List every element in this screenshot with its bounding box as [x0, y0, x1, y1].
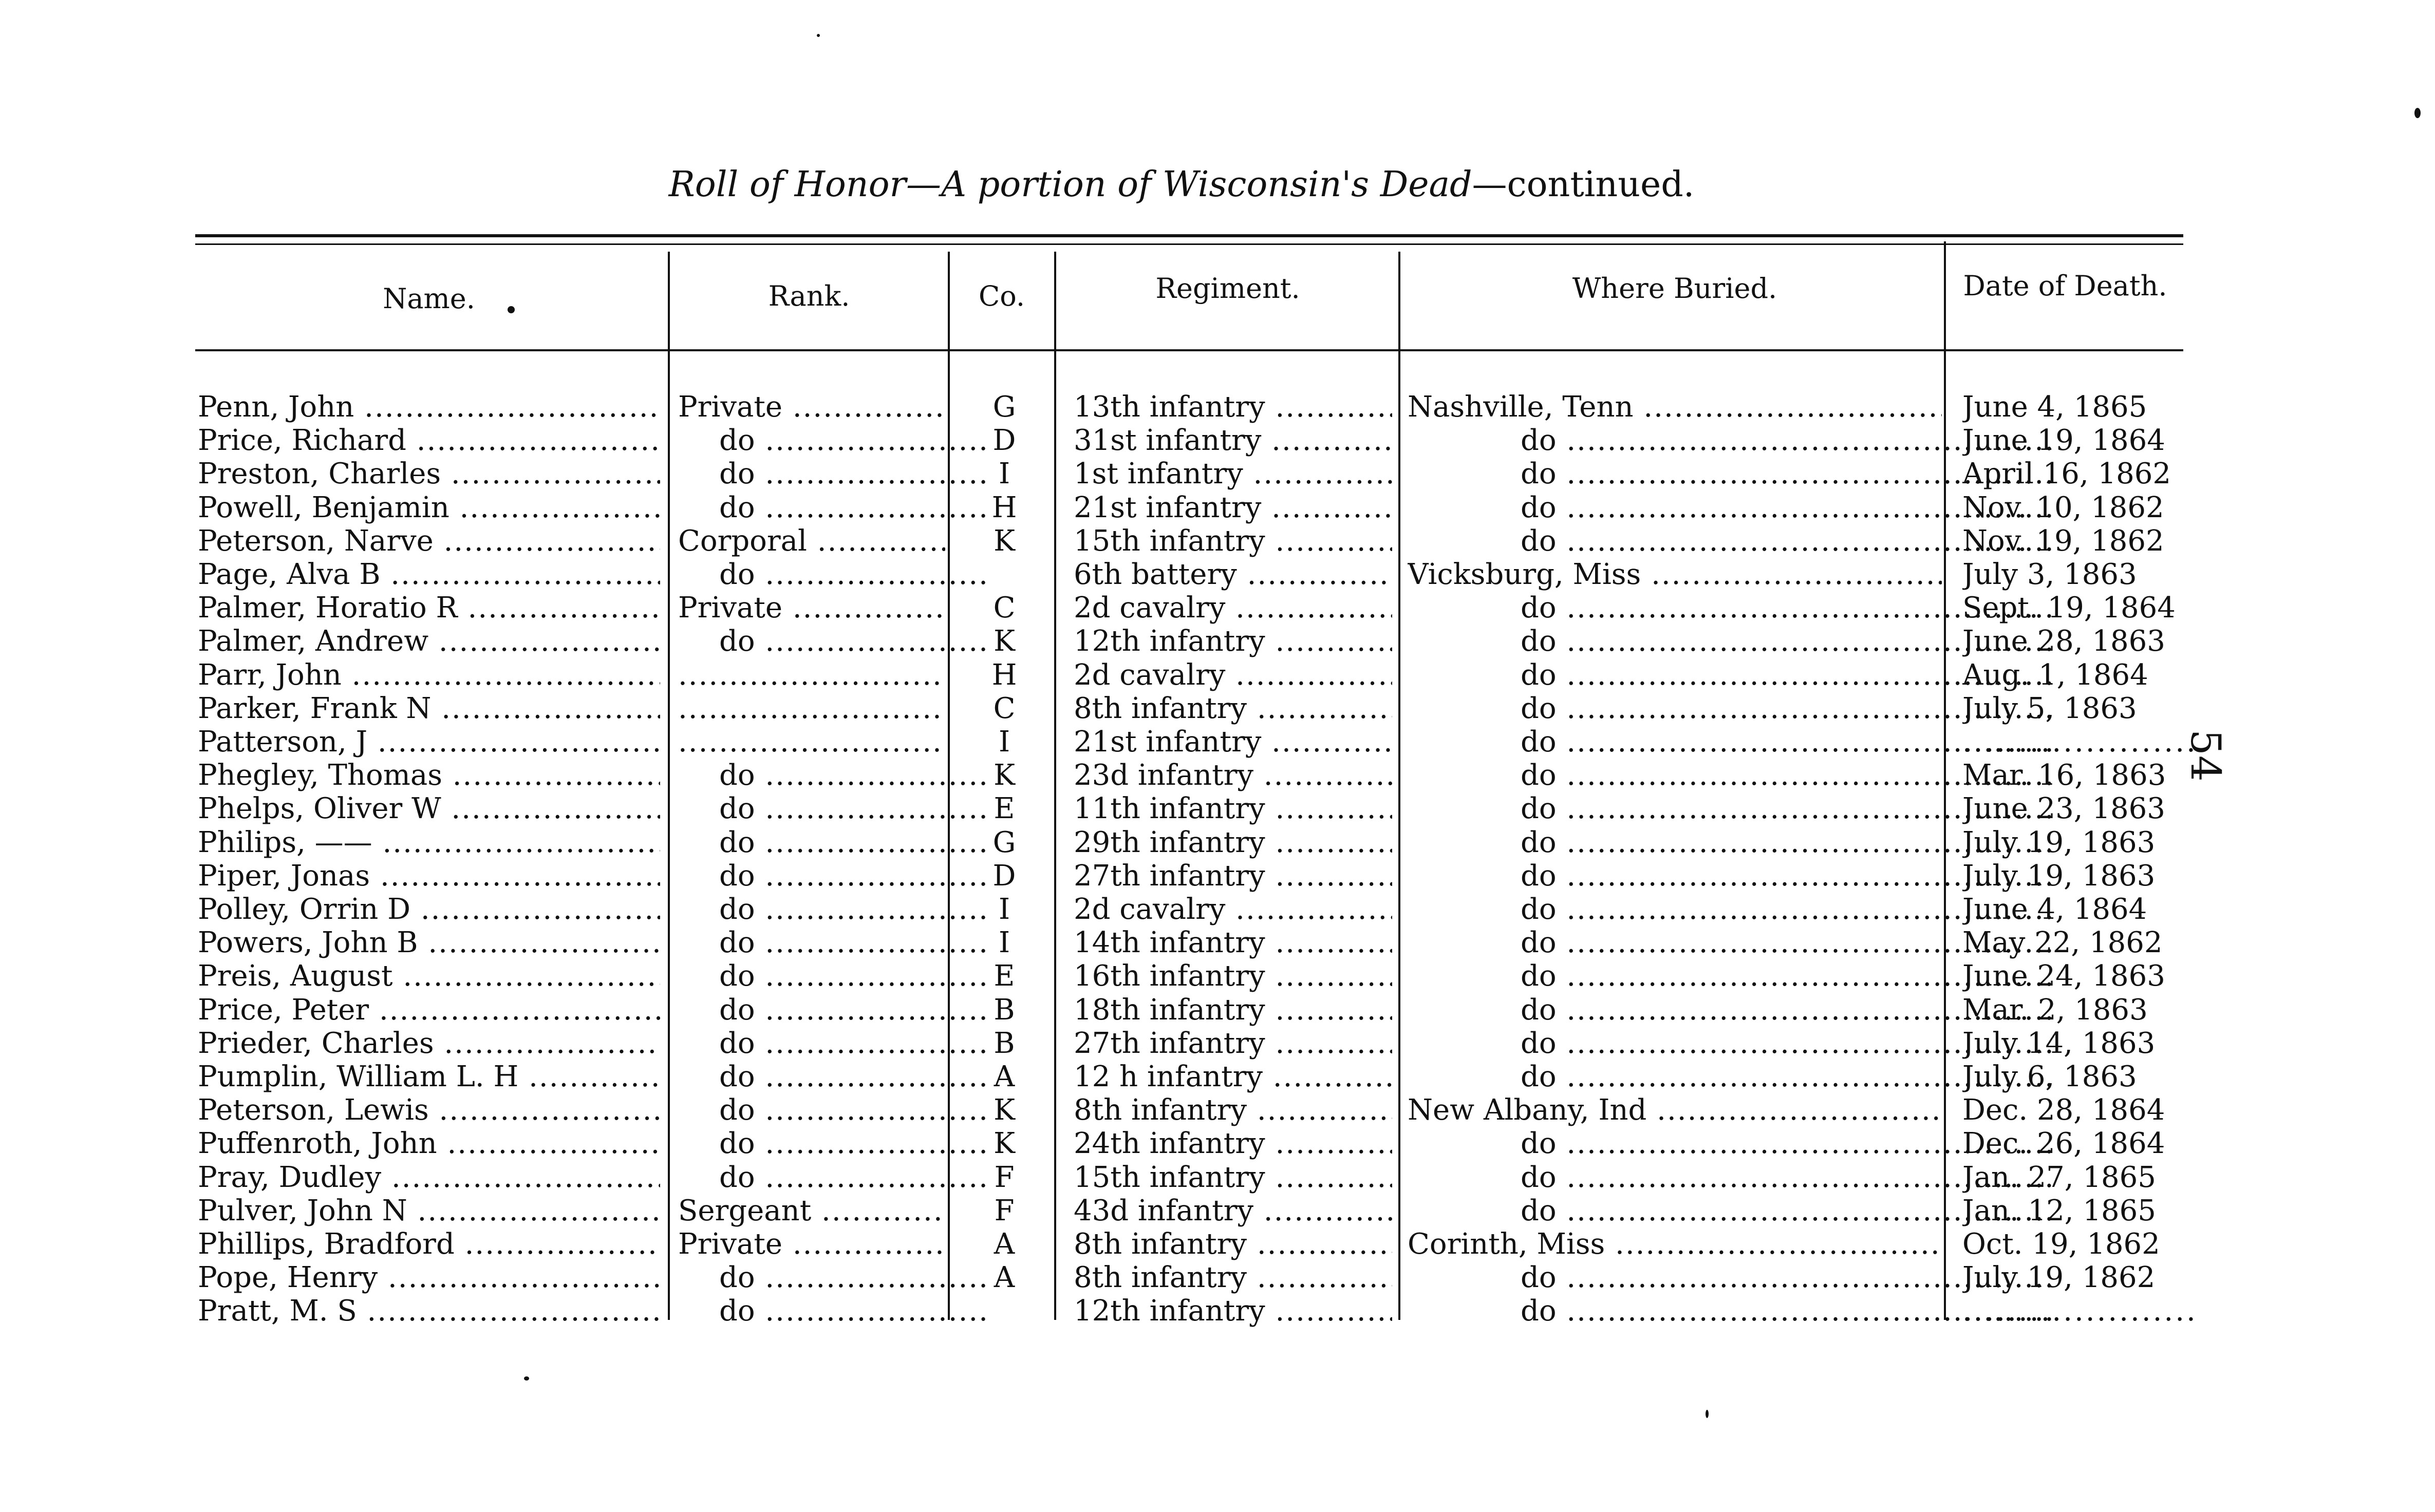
cell-date-of-death: April 16, 1862 [1962, 457, 2171, 490]
cell-name: Phillips, Bradford ..... [198, 1227, 660, 1261]
cell-name: Pumplin, William L. H ..... [198, 1060, 660, 1094]
cell-company: H [991, 491, 1017, 524]
cell-regiment: 11th infantry ..... [1069, 792, 1392, 826]
cell-where-buried: do ..... [1408, 1127, 2055, 1161]
header-co: Co. [978, 280, 1025, 312]
cell-name: Polley, Orrin D ..... [198, 893, 660, 927]
cell-company: I [998, 926, 1010, 959]
title-continued: —continued. [1472, 164, 1695, 205]
cell-where-buried: do ..... [1408, 625, 2055, 658]
cell-date-of-death: Jan. 12, 1865 [1962, 1194, 2156, 1227]
cell-name: Piper, Jonas ..... [198, 859, 660, 893]
cell-rank: do ..... [678, 826, 986, 860]
cell-rank: do ..... [678, 859, 986, 893]
table-row [0, 491, 2435, 525]
cell-regiment: 15th infantry ..... [1069, 524, 1392, 558]
cell-name: Peterson, Lewis ..... [198, 1093, 660, 1127]
cell-date-of-death: Nov. 19, 1862 [1962, 524, 2164, 558]
cell-name: Prieder, Charles ..... [198, 1027, 660, 1061]
cell-where-buried: do ..... [1408, 658, 2055, 692]
cell-where-buried: New Albany, Ind ..... [1408, 1093, 1942, 1127]
cell-company: K [994, 759, 1015, 792]
cell-date-of-death: July 19, 1863 [1962, 859, 2156, 893]
cell-name: Page, Alva B ..... [198, 558, 660, 592]
table-row [0, 826, 2435, 860]
cell-regiment: 15th infantry ..... [1069, 1161, 1392, 1195]
cell-rank: do ..... [678, 1261, 986, 1295]
cell-company: G [992, 390, 1016, 424]
table-row [0, 1093, 2435, 1127]
cell-rank: Private ..... [678, 591, 945, 625]
cell-regiment: 24th infantry ..... [1069, 1127, 1392, 1161]
ink-speck [524, 1376, 529, 1381]
table-row [0, 893, 2435, 927]
cell-date-of-death: July 14, 1863 [1962, 1027, 2156, 1060]
cell-company: G [992, 826, 1016, 859]
cell-regiment: 43d infantry ..... [1069, 1194, 1392, 1228]
header-date: Date of Death. [1963, 270, 2167, 302]
table-row [0, 692, 2435, 726]
cell-name: Preston, Charles ..... [198, 457, 660, 491]
table-row [0, 993, 2435, 1027]
cell-regiment: 21st infantry ..... [1069, 725, 1392, 759]
cell-rank [678, 658, 945, 692]
cell-company: K [994, 524, 1015, 558]
header-regiment: Regiment. [1155, 272, 1300, 305]
cell-company: D [992, 859, 1016, 893]
table-row [0, 859, 2435, 893]
table-row [0, 524, 2435, 558]
cell-company: B [994, 993, 1015, 1027]
cell-where-buried: Nashville, Tenn ..... [1408, 390, 1942, 424]
cell-rank: Private ..... [678, 1227, 945, 1261]
cell-rank: do ..... [678, 457, 986, 491]
cell-name: Phelps, Oliver W ..... [198, 792, 660, 826]
cell-regiment: 2d cavalry ..... [1069, 893, 1392, 927]
cell-rank: do ..... [678, 558, 986, 592]
cell-where-buried: Corinth, Miss ..... [1408, 1227, 1942, 1261]
cell-where-buried: do ..... [1408, 1161, 2055, 1195]
cell-where-buried: do ..... [1408, 792, 2055, 826]
cell-date-of-death: July 3, 1863 [1962, 558, 2137, 591]
cell-rank: do ..... [678, 959, 986, 993]
cell-company: B [994, 1027, 1015, 1060]
cell-regiment: 8th infantry ..... [1069, 1093, 1392, 1127]
cell-rank: do ..... [678, 1294, 986, 1328]
cell-where-buried: do ..... [1408, 993, 2055, 1027]
cell-where-buried: do ..... [1408, 826, 2055, 860]
cell-rank [678, 692, 945, 726]
cell-name: Parker, Frank N ..... [198, 692, 660, 726]
cell-company: C [993, 591, 1016, 625]
cell-regiment: 13th infantry ..... [1069, 390, 1392, 424]
cell-name: Peterson, Narve ..... [198, 524, 660, 558]
table-row [0, 792, 2435, 826]
cell-company: K [994, 1127, 1015, 1160]
page-title [647, 164, 1716, 205]
table-row [0, 1227, 2435, 1261]
cell-company: E [994, 792, 1015, 825]
cell-name: Penn, John ..... [198, 390, 660, 424]
cell-date-of-death: June 24, 1863 [1962, 959, 2165, 993]
cell-rank: do ..... [678, 1093, 986, 1127]
cell-where-buried: do ..... [1408, 491, 2055, 525]
header-where-buried: Where Buried. [1572, 272, 1777, 305]
cell-regiment: 23d infantry ..... [1069, 759, 1392, 792]
page-number: 54 [2182, 729, 2230, 782]
cell-date-of-death: Dec. 28, 1864 [1962, 1093, 2165, 1127]
cell-name: Preis, August ..... [198, 959, 660, 993]
table-row [0, 1127, 2435, 1161]
cell-date-of-death: June 19, 1864 [1962, 424, 2165, 457]
cell-company: I [998, 457, 1010, 490]
cell-where-buried: do ..... [1408, 1261, 2055, 1295]
cell-where-buried: do ..... [1408, 1060, 2055, 1094]
table-row [0, 759, 2435, 792]
cell-company: I [998, 893, 1010, 926]
table-row [0, 658, 2435, 692]
top-rule-thin [195, 243, 2183, 245]
cell-regiment: 27th infantry ..... [1069, 1027, 1392, 1061]
cell-date-of-death: Aug. 1, 1864 [1962, 658, 2148, 692]
cell-where-buried: do ..... [1408, 759, 2055, 792]
cell-company: A [994, 1227, 1015, 1261]
cell-where-buried: do ..... [1408, 725, 2055, 759]
cell-date-of-death: Mar. 2, 1863 [1962, 993, 2148, 1027]
cell-rank: do ..... [678, 926, 986, 960]
cell-where-buried: do ..... [1408, 457, 2055, 491]
ink-speck [2414, 108, 2421, 118]
cell-company: A [994, 1060, 1015, 1093]
cell-rank: do ..... [678, 1027, 986, 1061]
cell-date-of-death: June 28, 1863 [1962, 625, 2165, 658]
cell-regiment: 31st infantry ..... [1069, 424, 1392, 458]
title-italic: Roll of Honor—A portion of Wisconsin's Dead [668, 164, 1472, 205]
cell-rank: do ..... [678, 625, 986, 658]
cell-rank: do ..... [678, 491, 986, 525]
cell-regiment: 8th infantry ..... [1069, 692, 1392, 726]
table-row [0, 558, 2435, 592]
top-rule-thick [195, 234, 2183, 237]
cell-name: Price, Richard ..... [198, 424, 660, 458]
cell-company: K [994, 1093, 1015, 1127]
table-row [0, 1261, 2435, 1295]
header-rule [195, 349, 2183, 351]
cell-rank: Private ..... [678, 390, 945, 424]
ink-speck [508, 306, 515, 313]
cell-date-of-death: July 6, 1863 [1962, 1060, 2137, 1093]
cell-regiment: 18th infantry ..... [1069, 993, 1392, 1027]
table-row [0, 1060, 2435, 1094]
cell-name: Pope, Henry ..... [198, 1261, 660, 1295]
cell-date-of-death [1962, 725, 2199, 759]
table-row [0, 424, 2435, 458]
cell-company: C [993, 692, 1016, 725]
header-rank: Rank. [768, 280, 850, 312]
cell-where-buried: do ..... [1408, 424, 2055, 458]
table-row [0, 625, 2435, 658]
table-row [0, 1161, 2435, 1195]
cell-regiment: 14th infantry ..... [1069, 926, 1392, 960]
cell-regiment: 8th infantry ..... [1069, 1227, 1392, 1261]
cell-name: Powell, Benjamin ..... [198, 491, 660, 525]
cell-where-buried: do ..... [1408, 859, 2055, 893]
cell-where-buried: do ..... [1408, 1194, 2055, 1228]
cell-company: F [994, 1194, 1015, 1227]
cell-rank: do ..... [678, 759, 986, 792]
cell-date-of-death: June 4, 1865 [1962, 390, 2147, 424]
cell-rank: do ..... [678, 1161, 986, 1195]
cell-where-buried: do ..... [1408, 524, 2055, 558]
cell-name: Philips, —— ..... [198, 826, 660, 860]
cell-name: Palmer, Andrew ..... [198, 625, 660, 658]
cell-name: Palmer, Horatio R ..... [198, 591, 660, 625]
ink-speck [1706, 1410, 1709, 1418]
table-row [0, 390, 2435, 424]
cell-regiment: 2d cavalry ..... [1069, 658, 1392, 692]
cell-regiment: 27th infantry ..... [1069, 859, 1392, 893]
cell-name: Puffenroth, John ..... [198, 1127, 660, 1161]
cell-company [956, 558, 1053, 592]
header-name: Name. [383, 282, 475, 315]
table-row [0, 1194, 2435, 1228]
cell-date-of-death: July 19, 1863 [1962, 826, 2156, 859]
cell-company: I [998, 725, 1010, 759]
cell-where-buried: Vicksburg, Miss ..... [1408, 558, 1942, 592]
cell-company: K [994, 625, 1015, 658]
cell-date-of-death: May 22, 1862 [1962, 926, 2163, 959]
cell-date-of-death: June 4, 1864 [1962, 893, 2147, 926]
cell-where-buried: do ..... [1408, 692, 2055, 726]
cell-date-of-death: Oct. 19, 1862 [1962, 1227, 2160, 1261]
table-row [0, 591, 2435, 625]
cell-company: A [994, 1261, 1015, 1294]
table-row [0, 457, 2435, 491]
cell-company [956, 1294, 1053, 1328]
cell-where-buried: do ..... [1408, 959, 2055, 993]
cell-name: Price, Peter ..... [198, 993, 660, 1027]
cell-where-buried: do ..... [1408, 1027, 2055, 1061]
cell-company: D [992, 424, 1016, 457]
cell-rank [678, 725, 945, 759]
cell-regiment: 1st infantry ..... [1069, 457, 1392, 491]
cell-name: Pray, Dudley ..... [198, 1161, 660, 1195]
cell-regiment: 12th infantry ..... [1069, 625, 1392, 658]
cell-date-of-death: July 5, 1863 [1962, 692, 2137, 725]
cell-date-of-death: Sept. 19, 1864 [1962, 591, 2176, 625]
table-row [0, 1027, 2435, 1061]
cell-where-buried: do ..... [1408, 893, 2055, 927]
cell-name: Phegley, Thomas ..... [198, 759, 660, 792]
cell-rank: Sergeant ..... [678, 1194, 945, 1228]
cell-regiment: 2d cavalry ..... [1069, 591, 1392, 625]
table-row [0, 725, 2435, 759]
cell-date-of-death: Jan. 27, 1865 [1962, 1161, 2156, 1194]
cell-regiment: 12th infantry ..... [1069, 1294, 1392, 1328]
cell-regiment: 21st infantry ..... [1069, 491, 1392, 525]
cell-regiment: 8th infantry ..... [1069, 1261, 1392, 1295]
cell-date-of-death: July 19, 1862 [1962, 1261, 2156, 1294]
cell-rank: do ..... [678, 993, 986, 1027]
cell-rank: do ..... [678, 893, 986, 927]
cell-regiment: 29th infantry ..... [1069, 826, 1392, 860]
table-row [0, 1294, 2435, 1328]
table-row [0, 959, 2435, 993]
cell-rank: do ..... [678, 424, 986, 458]
cell-where-buried: do ..... [1408, 591, 2055, 625]
cell-company: E [994, 959, 1015, 993]
cell-date-of-death: Mar. 16, 1863 [1962, 759, 2166, 792]
cell-date-of-death [1962, 1294, 2199, 1328]
cell-rank: do ..... [678, 1060, 986, 1094]
cell-company: H [991, 658, 1017, 692]
cell-regiment: 12 h infantry ..... [1069, 1060, 1392, 1094]
cell-regiment: 16th infantry ..... [1069, 959, 1392, 993]
ink-speck [817, 34, 820, 37]
cell-company: F [994, 1161, 1015, 1194]
cell-date-of-death: Nov. 10, 1862 [1962, 491, 2164, 524]
cell-date-of-death: June 23, 1863 [1962, 792, 2165, 825]
cell-name: Parr, John ..... [198, 658, 660, 692]
cell-rank: do ..... [678, 1127, 986, 1161]
cell-name: Pulver, John N ..... [198, 1194, 660, 1228]
table-row [0, 926, 2435, 960]
cell-name: Pratt, M. S ..... [198, 1294, 660, 1328]
cell-where-buried: do ..... [1408, 926, 2055, 960]
cell-regiment: 6th battery ..... [1069, 558, 1392, 592]
cell-where-buried: do ..... [1408, 1294, 2055, 1328]
cell-name: Patterson, J ..... [198, 725, 660, 759]
cell-rank: do ..... [678, 792, 986, 826]
cell-name: Powers, John B ..... [198, 926, 660, 960]
cell-date-of-death: Dec. 26, 1864 [1962, 1127, 2165, 1160]
cell-rank: Corporal ..... [678, 524, 945, 558]
